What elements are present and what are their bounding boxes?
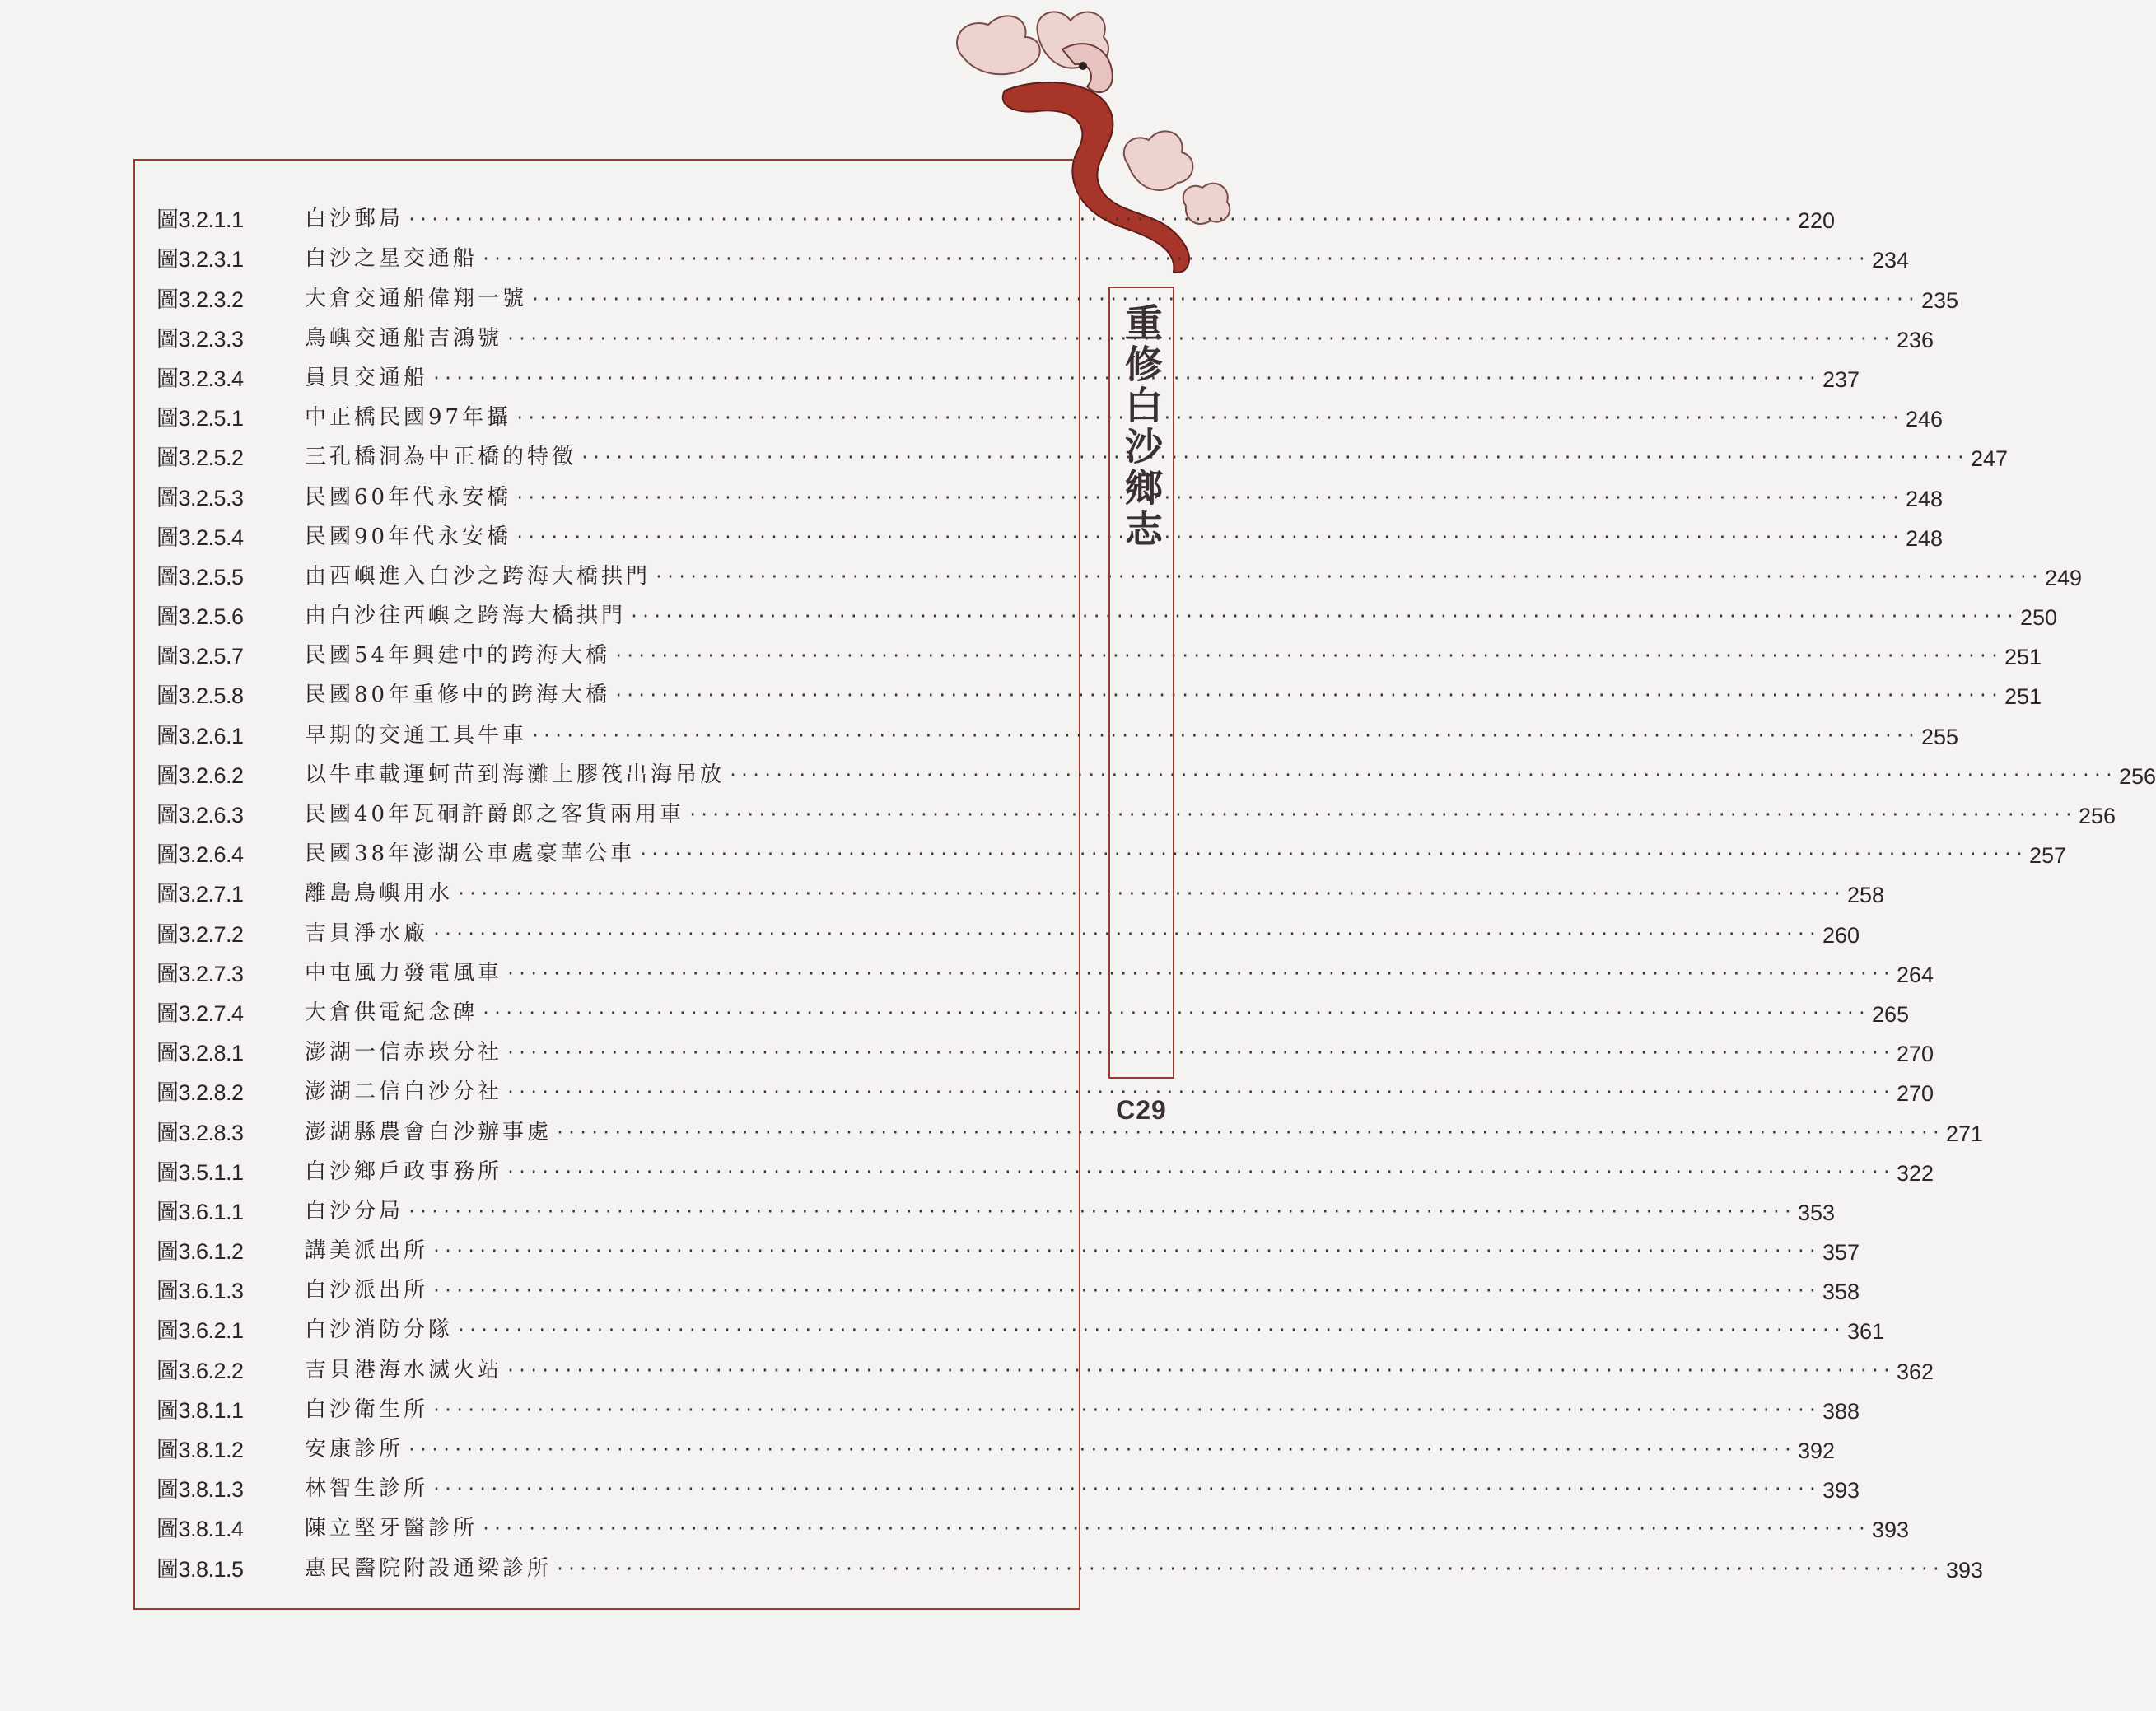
dot-leader: ························································································································ — [456, 1320, 1844, 1340]
figure-title: 民國80年重修中的跨海大橋 — [305, 683, 611, 708]
dot-leader: ························································································································ — [506, 1161, 1893, 1182]
figure-page-number: 353 — [1797, 1200, 1835, 1225]
figure-label: 圖3.2.5.7 — [156, 644, 244, 669]
toc-entry — [156, 396, 1944, 436]
toc-entry — [156, 952, 1934, 991]
toc-entry — [156, 872, 1884, 911]
dot-leader: ························································································································ — [432, 1280, 1819, 1301]
figure-title: 由白沙往西嶼之跨海大橋拱門 — [305, 604, 627, 629]
figure-title: 白沙之星交通船 — [305, 246, 478, 272]
figure-title: 民國38年澎湖公車處豪華公車 — [305, 842, 636, 867]
toc-entry — [156, 1031, 1934, 1070]
figure-page-number: 362 — [1896, 1359, 1934, 1384]
toc-entry — [156, 1229, 1860, 1269]
figure-label: 圖3.8.1.4 — [156, 1517, 244, 1542]
figure-title: 講美派出所 — [305, 1238, 429, 1264]
figure-page-number: 271 — [1945, 1121, 1983, 1146]
figure-label: 圖3.2.5.3 — [156, 485, 244, 511]
figure-page-number: 393 — [1945, 1557, 1983, 1583]
figure-label: 圖3.2.3.1 — [156, 247, 244, 273]
figure-page-number: 265 — [1871, 1001, 1909, 1027]
figure-page-number: 250 — [2019, 605, 2057, 631]
toc-entry — [156, 1507, 1909, 1546]
dot-leader: ························································································································ — [580, 447, 1967, 468]
toc-entry — [156, 475, 1944, 515]
figure-label: 圖3.2.5.8 — [156, 683, 244, 709]
toc-entry — [156, 713, 1958, 753]
figure-label: 圖3.2.7.2 — [156, 921, 244, 947]
figure-page-number: 251 — [2004, 645, 2042, 670]
dot-leader: ························································································································ — [456, 883, 1844, 904]
figure-title: 大倉交通船偉翔一號 — [305, 286, 528, 311]
dot-leader: ························································································································ — [506, 963, 1893, 983]
toc-entry — [156, 436, 2008, 475]
figure-page-number: 392 — [1797, 1438, 1835, 1463]
dot-leader: ························································································································ — [432, 1479, 1819, 1499]
figure-label: 圖3.2.1.1 — [156, 207, 244, 233]
figure-page-number: 246 — [1906, 407, 1944, 432]
figure-title: 大倉供電紀念碑 — [305, 1000, 478, 1025]
dot-leader: ························································································································ — [555, 1558, 1943, 1578]
figure-label: 圖3.8.1.1 — [156, 1397, 244, 1423]
figure-label: 圖3.2.6.1 — [156, 723, 244, 748]
figure-page-number: 255 — [1920, 724, 1958, 749]
figure-page-number: 235 — [1920, 287, 1958, 313]
dot-leader: ························································································································ — [407, 1200, 1794, 1221]
figure-label: 圖3.2.6.3 — [156, 803, 244, 828]
dot-leader: ························································································································ — [629, 606, 2017, 627]
figure-label: 圖3.6.1.3 — [156, 1279, 244, 1304]
book-title: 重修白沙鄉志 — [1119, 303, 1164, 550]
dot-leader: ························································································································ — [432, 367, 1819, 388]
figure-title: 白沙郵局 — [305, 207, 404, 232]
figure-title: 早期的交通工具牛車 — [305, 722, 528, 748]
figure-title: 民國54年興建中的跨海大橋 — [305, 643, 611, 669]
figure-label: 圖3.6.2.1 — [156, 1318, 244, 1344]
figure-title: 員貝交通船 — [305, 365, 429, 390]
toc-entry — [156, 198, 1835, 237]
dot-leader: ························································································································ — [555, 1121, 1943, 1142]
figure-title: 惠民醫院附設通梁診所 — [305, 1555, 553, 1581]
figure-label: 圖3.6.2.2 — [156, 1358, 244, 1383]
dot-leader: ························································································································ — [407, 1439, 1794, 1459]
figure-label: 圖3.2.5.6 — [156, 604, 244, 630]
toc-entry — [156, 832, 2067, 872]
toc-entry — [156, 1546, 1983, 1586]
figure-title: 鳥嶼交通船吉鴻號 — [305, 325, 503, 351]
figure-page-number: 249 — [2044, 565, 2082, 590]
toc-entry — [156, 357, 1860, 396]
figure-page-number: 248 — [1906, 486, 1944, 511]
figure-label: 圖3.6.1.1 — [156, 1199, 244, 1224]
dot-leader: ························································································································ — [432, 1399, 1819, 1420]
toc-entry — [156, 594, 2057, 634]
dot-leader: ························································································································ — [614, 685, 2002, 706]
dot-leader: ························································································································ — [515, 487, 1903, 507]
toc-entry — [156, 1308, 1884, 1348]
figure-title: 民國60年代永安橋 — [305, 484, 512, 510]
toc-entry — [156, 1348, 1934, 1387]
figure-title: 澎湖縣農會白沙辦事處 — [305, 1119, 553, 1145]
toc-entry — [156, 515, 1944, 555]
figure-page-number: 393 — [1822, 1478, 1860, 1504]
dot-leader: ························································································································ — [481, 1002, 1869, 1023]
toc-entry — [156, 1150, 1934, 1190]
dot-leader: ························································································································ — [432, 1241, 1819, 1261]
figure-page-number: 251 — [2004, 684, 2042, 710]
toc-entry — [156, 991, 1909, 1031]
dot-leader: ························································································································ — [688, 804, 2076, 824]
dot-leader: ························································································································ — [515, 526, 1903, 547]
figure-page-number: 260 — [1822, 922, 1860, 948]
toc-entry — [156, 1269, 1860, 1308]
figure-page-number: 270 — [1896, 1081, 1934, 1107]
toc-entry — [156, 1428, 1835, 1467]
figure-title: 白沙衛生所 — [305, 1396, 429, 1422]
toc-entry — [156, 753, 2156, 793]
toc-entry — [156, 237, 1909, 277]
figure-label: 圖3.2.3.3 — [156, 326, 244, 352]
dot-leader: ························································································································ — [530, 725, 1918, 745]
figure-label: 圖3.2.7.3 — [156, 961, 244, 986]
figure-page-number: 236 — [1896, 327, 1934, 352]
figure-page-number: 234 — [1871, 248, 1909, 273]
figure-label: 圖3.2.6.4 — [156, 842, 244, 868]
toc-entry — [156, 793, 2116, 832]
toc-entry — [156, 1467, 1860, 1507]
figure-label: 圖3.2.7.4 — [156, 1000, 244, 1026]
dot-leader: ························································································································ — [481, 1518, 1869, 1539]
figure-label: 圖3.2.7.1 — [156, 882, 244, 907]
toc-entry — [156, 634, 2042, 674]
figure-page-number: 258 — [1846, 883, 1884, 908]
figure-title: 離島鳥嶼用水 — [305, 881, 454, 907]
figure-label: 圖3.2.8.1 — [156, 1041, 244, 1066]
figure-page-number: 393 — [1871, 1518, 1909, 1543]
toc-entry — [156, 1388, 1860, 1428]
figure-page-number: 270 — [1896, 1042, 1934, 1067]
toc-entry — [156, 277, 1958, 316]
dot-leader: ························································································································ — [614, 646, 2002, 666]
figure-title: 安康診所 — [305, 1437, 404, 1462]
figure-page-number: 264 — [1896, 962, 1934, 987]
figure-label: 圖3.2.5.1 — [156, 406, 244, 431]
figure-title: 民國90年代永安橋 — [305, 524, 512, 549]
dot-leader: ························································································································ — [506, 1359, 1893, 1380]
figure-page-number: 220 — [1797, 208, 1835, 234]
figure-title: 白沙分局 — [305, 1198, 404, 1224]
dot-leader: ························································································································ — [530, 288, 1918, 309]
figure-label: 圖3.2.5.2 — [156, 445, 244, 471]
toc-entry — [156, 674, 2042, 713]
figure-title: 白沙鄉戶政事務所 — [305, 1159, 503, 1184]
toc-entry — [156, 317, 1934, 357]
figure-title: 澎湖一信赤崁分社 — [305, 1040, 503, 1065]
figure-page-number: 357 — [1822, 1240, 1860, 1266]
dot-leader: ························································································································ — [654, 566, 2042, 586]
figure-title: 吉貝淨水廠 — [305, 921, 429, 946]
toc-entry — [156, 555, 2082, 594]
dot-leader: ························································································································ — [506, 1082, 1893, 1103]
figure-page-number: 388 — [1822, 1398, 1860, 1424]
figure-label: 圖3.2.8.2 — [156, 1080, 244, 1106]
figure-title: 以牛車載運蚵苗到海灘上膠筏出海吊放 — [305, 762, 726, 787]
figure-page-number: 358 — [1822, 1280, 1860, 1305]
figure-label: 圖3.2.5.4 — [156, 524, 244, 550]
figure-label: 圖3.8.1.5 — [156, 1556, 244, 1582]
figure-page-number: 237 — [1822, 366, 1860, 392]
figure-page-number: 248 — [1906, 525, 1944, 551]
figure-label: 圖3.2.3.4 — [156, 366, 244, 391]
figure-title: 民國40年瓦硐許爵郎之客貨兩用車 — [305, 802, 685, 827]
dot-leader: ························································································································ — [638, 844, 2027, 865]
dot-leader: ························································································································ — [407, 209, 1794, 230]
toc-entry — [156, 911, 1860, 951]
figure-label: 圖3.2.6.2 — [156, 762, 244, 788]
figure-label: 圖3.5.1.1 — [156, 1159, 244, 1185]
figure-title: 陳立堅牙醫診所 — [305, 1516, 478, 1541]
dot-leader: ························································································································ — [481, 249, 1869, 269]
figure-label: 圖3.6.1.2 — [156, 1239, 244, 1265]
figure-title: 吉貝港海水滅火站 — [305, 1357, 503, 1382]
figure-label: 圖3.2.5.5 — [156, 564, 244, 590]
figure-page-number: 256 — [2118, 763, 2156, 789]
figure-title: 中正橋民國97年攝 — [305, 405, 512, 431]
dot-leader: ························································································································ — [506, 328, 1893, 348]
figure-label: 圖3.8.1.2 — [156, 1438, 244, 1462]
dot-leader: ························································································································ — [506, 1042, 1893, 1063]
figure-page-number: 257 — [2029, 843, 2067, 869]
figure-label: 圖3.8.1.3 — [156, 1477, 244, 1503]
figure-title: 白沙消防分隊 — [305, 1317, 454, 1343]
figure-page-number: 322 — [1896, 1160, 1934, 1186]
figure-title: 三孔橋洞為中正橋的特徵 — [305, 445, 577, 470]
figure-title: 由西嶼進入白沙之跨海大橋拱門 — [305, 563, 651, 589]
figure-title: 澎湖二信白沙分社 — [305, 1079, 503, 1105]
page-number: C29 — [1116, 1095, 1167, 1125]
figure-title: 白沙派出所 — [305, 1278, 429, 1303]
figure-label: 圖3.2.3.2 — [156, 287, 244, 312]
figure-label: 圖3.2.8.3 — [156, 1120, 244, 1145]
toc-entry — [156, 1190, 1835, 1229]
figure-page-number: 256 — [2079, 804, 2116, 828]
dot-leader: ························································································································ — [728, 764, 2116, 785]
figure-page-number: 247 — [1970, 446, 2008, 472]
dot-leader: ························································································································ — [432, 923, 1819, 944]
figure-title: 林智生診所 — [305, 1476, 429, 1502]
dot-leader: ························································································································ — [515, 408, 1903, 428]
figure-title: 中屯風力發電風車 — [305, 960, 503, 986]
figure-page-number: 361 — [1846, 1319, 1884, 1345]
